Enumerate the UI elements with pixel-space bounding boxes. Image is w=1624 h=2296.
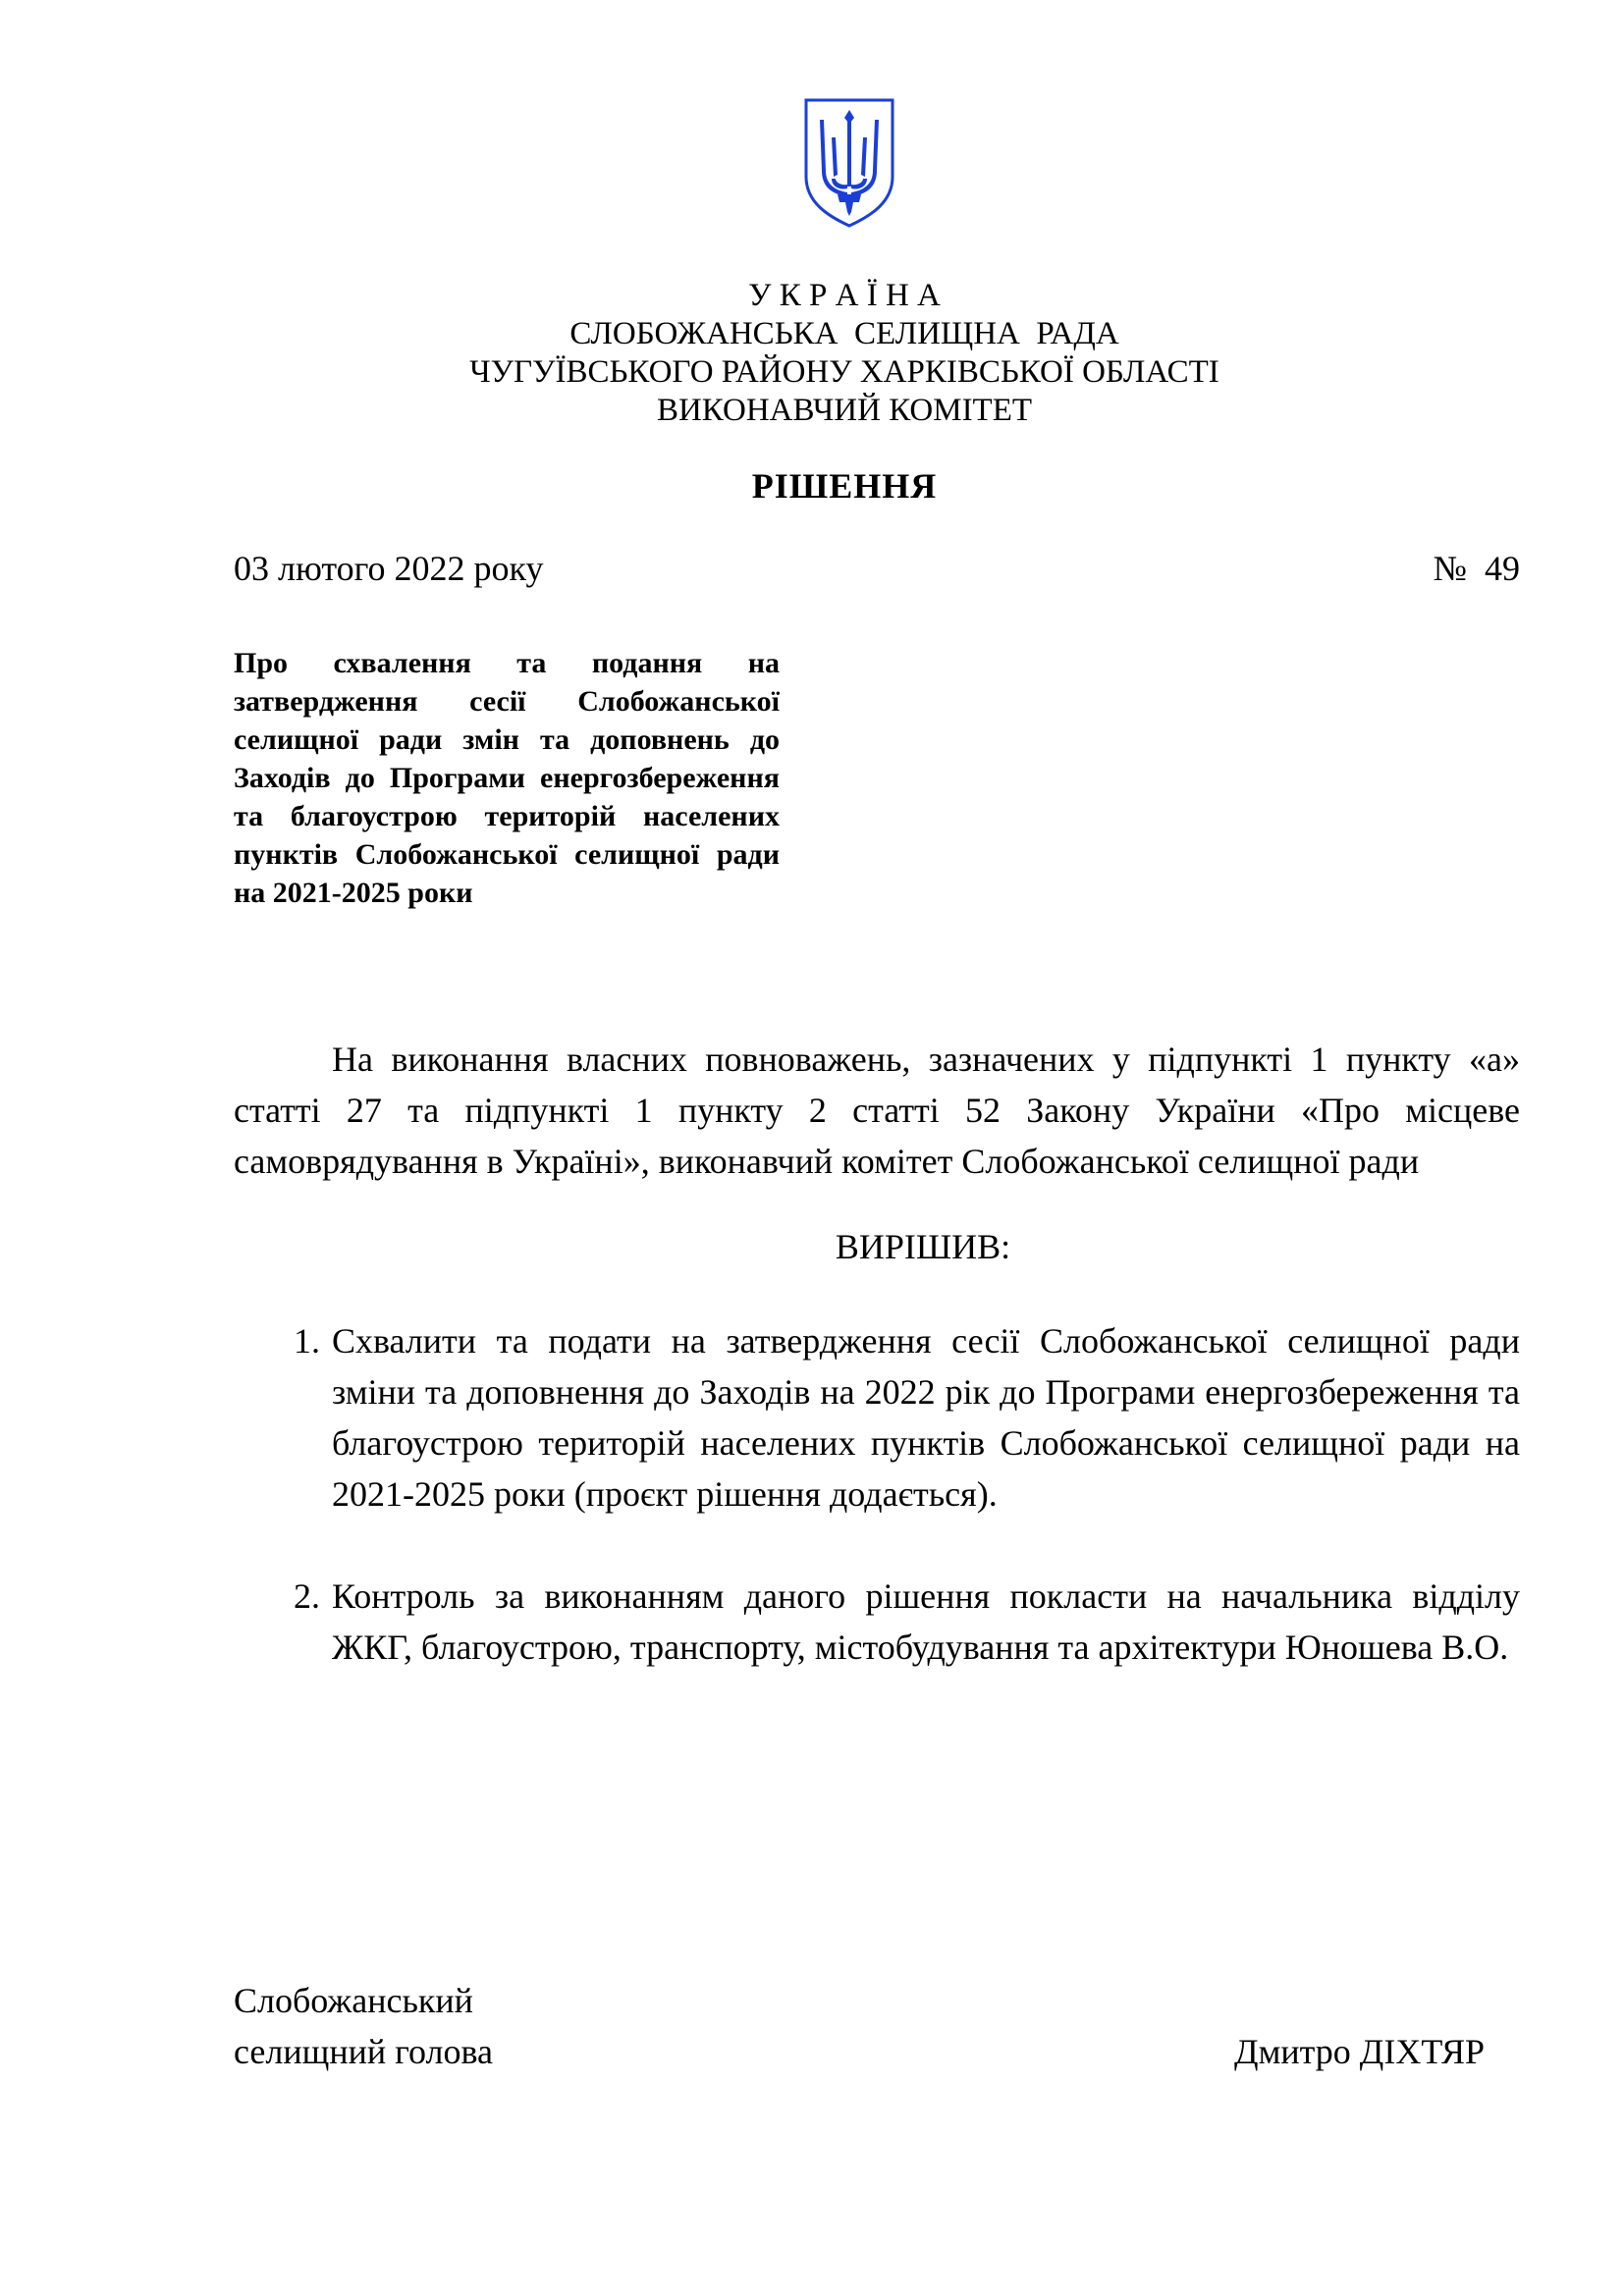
- preamble-paragraph: На виконання власних повноважень, зазначених у підпункті 1 пункту «а» статті 27 та підпункті 1 пункту 2 статті 52 Закону України «Про місцеве самоврядування в Україні», виконавчий комітет Слобожанської селищної ради: [234, 1040, 1520, 1181]
- decision-item: [234, 1571, 1520, 1673]
- signatory-name: Дмитро ДІХТЯР: [1234, 2032, 1485, 2071]
- document-title: РІШЕННЯ: [751, 466, 938, 506]
- document-header: [0, 277, 1624, 430]
- item-text: Схвалити та подати на затвердження сесії Слобожанської селищної ради зміни та доповнення до Заходів на 2022 рік до Програми енергозбереження та благоустрою територій населених пунктів Слобожанської селищної ради на 2021-2025 роки (проєкт рішення додається).: [332, 1321, 1520, 1514]
- decision-subject: Про схвалення та подання на затвердження сесії Слобожанської селищної ради змін та доповнень до Заходів до Програми енергозбереження та благоустрою територій населених пунктів Слобожанської селищної ради на 2021-2025 роки: [234, 647, 780, 909]
- signatory-title: [234, 1975, 493, 2077]
- decided-heading: ВИРІШИВ:: [835, 1227, 1011, 1266]
- trident-coat-of-arms-icon: [802, 96, 896, 230]
- document-number: № 49: [1433, 549, 1520, 588]
- signatory-title-line2: селищний голова: [234, 2032, 494, 2071]
- signatory-title-line1: Слобожанський: [234, 1981, 473, 2020]
- item-text: Контроль за виконанням даного рішення покласти на начальника відділу ЖКГ, благоустрою, транспорту, містобудування та архітектури Юношева В.О.: [332, 1576, 1520, 1667]
- decision-items: [234, 1315, 1520, 1724]
- header-district: ЧУГУЇВСЬКОГО РАЙОНУ ХАРКІВСЬКОЇ ОБЛАСТІ: [469, 354, 1219, 390]
- decision-item: [234, 1315, 1520, 1520]
- item-number: 2.: [294, 1576, 320, 1616]
- header-council: СЛОБОЖАНСЬКА СЕЛИЩНА РАДА: [569, 316, 1119, 351]
- header-committee: ВИКОНАВЧИЙ КОМІТЕТ: [656, 393, 1033, 428]
- header-country: У К Р А Ї Н А: [748, 278, 941, 313]
- document-date: 03 лютого 2022 року: [234, 549, 544, 588]
- item-number: 1.: [294, 1321, 320, 1361]
